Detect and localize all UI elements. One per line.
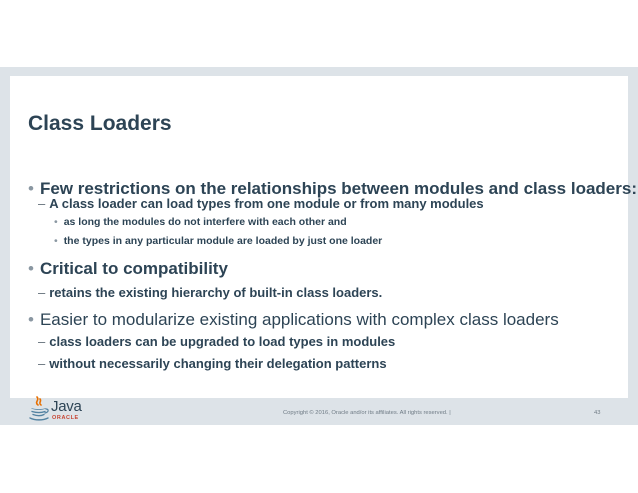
slide <box>10 76 637 398</box>
bullet-text: retains the existing hierarchy of built-in class loaders. <box>49 285 383 300</box>
dash-icon: – <box>38 285 46 300</box>
java-oracle-logo <box>28 396 98 424</box>
bullet-level3-item <box>54 216 347 228</box>
slide-title: Class Loaders <box>28 112 172 135</box>
dash-icon: – <box>38 196 46 211</box>
bullet-level2-item <box>38 196 484 211</box>
bullet-icon: • <box>28 259 34 278</box>
bullet-icon: • <box>54 235 58 247</box>
copyright-notice: Copyright © 2016, Oracle and/or its affiliates. All rights reserved. | <box>283 410 451 416</box>
bullet-text: Few restrictions on the relationships between modules and class loaders: <box>39 179 637 198</box>
oracle-wordmark: ORACLE <box>52 415 79 421</box>
bullet-text: the types in any particular module are loaded by just one loader <box>63 235 383 247</box>
bullet-level2-item <box>38 334 395 349</box>
bullet-level2-item <box>38 285 382 300</box>
bullet-text: without necessarily changing their delegation patterns <box>49 356 387 371</box>
bullet-level1-item <box>28 310 559 330</box>
bullet-icon: • <box>28 179 34 198</box>
java-cup-icon <box>28 396 50 422</box>
dash-icon: – <box>38 334 46 349</box>
bullet-level3-item <box>54 235 382 247</box>
java-wordmark: Java <box>51 398 82 415</box>
bullet-text: as long the modules do not interfere with each other and <box>63 216 347 228</box>
bullet-level2-item <box>38 356 387 371</box>
bullet-level1-item <box>28 259 228 279</box>
bullet-text: Critical to compatibility <box>39 259 228 278</box>
bullet-icon: • <box>54 216 58 228</box>
bullet-text: class loaders can be upgraded to load types in modules <box>49 334 396 349</box>
dash-icon: – <box>38 356 46 371</box>
bullet-text: A class loader can load types from one module or from many modules <box>49 196 484 211</box>
bullet-icon: • <box>28 310 34 329</box>
bullet-text: Easier to modularize existing applications with complex class loaders <box>39 310 559 329</box>
page-number: 43 <box>594 410 601 416</box>
